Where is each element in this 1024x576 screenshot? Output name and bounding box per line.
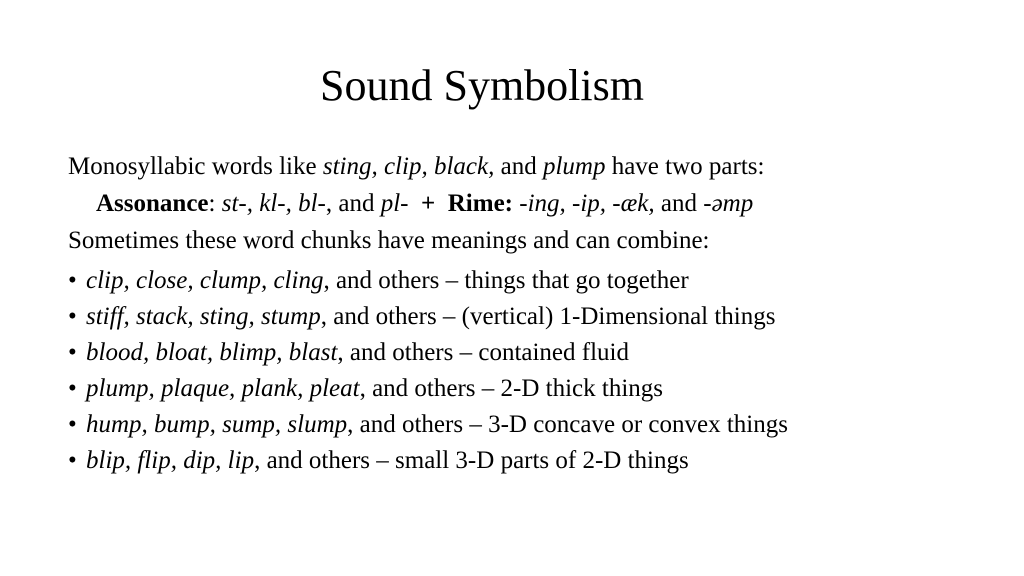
assonance-colon: : (208, 190, 216, 217)
parts-line (68, 185, 988, 222)
bullet-meaning: , and others – small 3-D parts of 2-D things (254, 447, 689, 474)
intro-line (68, 148, 988, 185)
plus-sign: + (421, 190, 436, 217)
bullet-words: clip, close, clump, cling (86, 267, 324, 294)
assonance-label: Assonance (96, 190, 209, 217)
rime-and: and (660, 190, 697, 217)
bullet-item (68, 263, 988, 299)
bullet-meaning: , and others – contained fluid (337, 339, 629, 366)
bullet-words: plump, plaque, plank, pleat (86, 375, 360, 402)
bullet-symbol: • (68, 447, 77, 474)
bullet-item (68, 335, 988, 371)
intro-examples: sting, clip, black, (322, 153, 495, 180)
bullet-meaning: , and others – 2-D thick things (359, 375, 664, 402)
intro-and: and (500, 153, 537, 180)
assonance-comma-and: , and (325, 190, 375, 217)
assonance-items: st-, kl-, bl- (221, 190, 326, 217)
bullet-words: blip, flip, dip, lip (86, 447, 255, 474)
assonance-last: pl- (380, 190, 409, 217)
rime-items: -ing, -ip, -æk, (519, 190, 655, 217)
bullet-words: stiff, stack, sting, stump (86, 303, 321, 330)
bullet-item (68, 299, 988, 335)
bullet-item (68, 443, 988, 479)
bullet-words: blood, bloat, blimp, blast (86, 339, 338, 366)
bullet-words: hump, bump, sump, slump (86, 411, 348, 438)
bullet-symbol: • (68, 339, 77, 366)
bullet-item (68, 371, 988, 407)
intro-suffix: have two parts: (611, 153, 765, 180)
bullet-meaning: , and others – (vertical) 1-Dimensional things (320, 303, 776, 330)
rime-last: -əmp (703, 190, 754, 217)
slide-body (68, 148, 988, 479)
bullet-list (68, 263, 988, 479)
combine-line: Sometimes these word chunks have meanings and can combine: (68, 227, 710, 254)
rime-label: Rime: (447, 190, 513, 217)
bullet-symbol: • (68, 303, 77, 330)
bullet-meaning: , and others – things that go together (323, 267, 689, 294)
slide-title: Sound Symbolism (320, 61, 644, 110)
bullet-item (68, 407, 988, 443)
intro-prefix: Monosyllabic words like (68, 153, 317, 180)
intro-last-example: plump (542, 153, 606, 180)
bullet-meaning: , and others – 3-D concave or convex things (347, 411, 788, 438)
bullet-symbol: • (68, 411, 77, 438)
bullet-symbol: • (68, 375, 77, 402)
bullet-symbol: • (68, 267, 77, 294)
